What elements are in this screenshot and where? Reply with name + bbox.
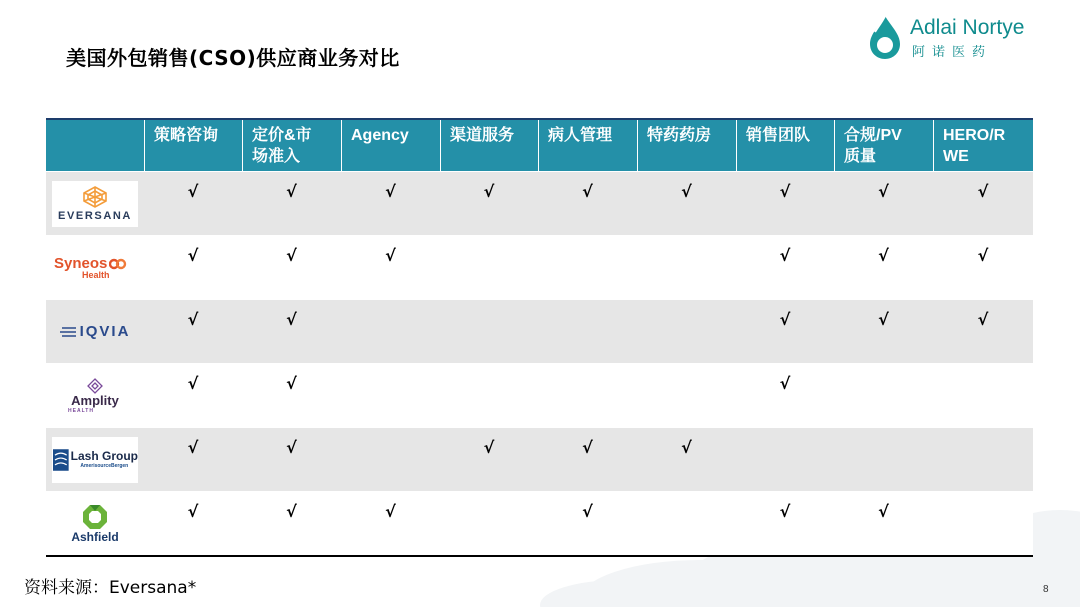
brand-name-cn: 阿诺医药 bbox=[912, 45, 993, 60]
header-cell: 定价&市 场准入 bbox=[242, 120, 341, 171]
eversana-logo: EVERSANA bbox=[52, 181, 138, 227]
check-cell bbox=[538, 364, 637, 427]
check-cell: √ bbox=[977, 246, 989, 265]
check-cell: √ bbox=[187, 182, 199, 201]
table-row bbox=[46, 363, 1033, 427]
check-cell: √ bbox=[681, 438, 692, 457]
header-cell: 策略咨询 bbox=[144, 120, 242, 171]
check-cell bbox=[637, 492, 736, 555]
company-cell bbox=[46, 428, 144, 491]
amplity-diamond-icon bbox=[87, 378, 103, 394]
check-cell bbox=[736, 428, 834, 491]
check-cell: √ bbox=[878, 502, 889, 521]
header-cell: HERO/R WE bbox=[933, 120, 1033, 171]
check-cell: √ bbox=[187, 246, 199, 265]
table-row bbox=[46, 171, 1033, 235]
check-cell bbox=[637, 300, 736, 363]
table-row bbox=[46, 491, 1033, 555]
header-cell: 病人管理 bbox=[538, 120, 637, 171]
water-drop-icon bbox=[866, 14, 904, 60]
check-cell: √ bbox=[582, 182, 593, 201]
check-cell: √ bbox=[681, 182, 692, 201]
header-cell-empty bbox=[46, 120, 144, 171]
check-cell bbox=[341, 364, 440, 427]
cso-comparison-table bbox=[46, 118, 1033, 557]
iqvia-logo: IQVIA bbox=[52, 309, 138, 355]
company-cell bbox=[46, 364, 144, 427]
company-cell bbox=[46, 300, 144, 363]
check-cell bbox=[933, 492, 1033, 555]
check-cell bbox=[440, 300, 538, 363]
check-cell bbox=[341, 300, 440, 363]
check-cell: √ bbox=[878, 246, 889, 265]
amplity-health-logo: Amplity HEALTH bbox=[52, 373, 138, 419]
check-cell: √ bbox=[977, 182, 989, 201]
eversana-hexagon-icon bbox=[82, 186, 108, 208]
company-cell bbox=[46, 236, 144, 299]
check-cell: √ bbox=[878, 310, 889, 329]
check-cell: √ bbox=[779, 310, 791, 329]
ashfield-octagon-icon bbox=[82, 504, 108, 530]
check-cell: √ bbox=[286, 310, 297, 329]
check-cell: √ bbox=[187, 438, 199, 457]
check-cell: √ bbox=[385, 182, 396, 201]
header-cell: 特药药房 bbox=[637, 120, 736, 171]
check-cell bbox=[538, 236, 637, 299]
check-cell: √ bbox=[286, 246, 297, 265]
source-note: 资料来源：Eversana* bbox=[24, 578, 197, 598]
check-cell: √ bbox=[483, 438, 495, 457]
check-cell: √ bbox=[286, 502, 297, 521]
check-cell bbox=[933, 428, 1033, 491]
company-cell bbox=[46, 492, 144, 555]
syneos-knot-icon bbox=[109, 257, 127, 271]
header-cell: Agency bbox=[341, 120, 440, 171]
page-title: 美国外包销售(CSO)供应商业务对比 bbox=[66, 46, 400, 70]
table-row bbox=[46, 299, 1033, 363]
table-row bbox=[46, 235, 1033, 299]
check-cell: √ bbox=[286, 374, 297, 393]
table-header bbox=[46, 118, 1033, 171]
check-cell: √ bbox=[286, 438, 297, 457]
check-cell bbox=[637, 236, 736, 299]
check-cell: √ bbox=[977, 310, 989, 329]
table-bottom-rule bbox=[46, 555, 1033, 557]
check-cell bbox=[440, 236, 538, 299]
check-cell: √ bbox=[582, 438, 593, 457]
check-cell: √ bbox=[582, 502, 593, 521]
check-cell: √ bbox=[385, 502, 396, 521]
iqvia-lines-icon bbox=[60, 326, 78, 338]
check-cell: √ bbox=[385, 246, 396, 265]
check-cell: √ bbox=[187, 502, 199, 521]
check-cell: √ bbox=[779, 374, 791, 393]
check-cell: √ bbox=[483, 182, 495, 201]
check-cell bbox=[637, 364, 736, 427]
check-cell bbox=[834, 428, 933, 491]
check-cell bbox=[440, 492, 538, 555]
check-cell: √ bbox=[779, 246, 791, 265]
brand-name-en: Adlai Nortye bbox=[910, 16, 1025, 39]
check-cell: √ bbox=[779, 502, 791, 521]
company-logo-adlai-nortye bbox=[866, 14, 1036, 62]
lash-group-logo: Lash Group AmerisourceBergen bbox=[52, 437, 138, 483]
header-cell: 渠道服务 bbox=[440, 120, 538, 171]
header-cell: 销售团队 bbox=[736, 120, 834, 171]
check-cell: √ bbox=[779, 182, 791, 201]
check-cell: √ bbox=[187, 310, 199, 329]
ashfield-logo: Ashfield bbox=[52, 501, 138, 547]
check-cell bbox=[538, 300, 637, 363]
lash-group-wave-icon bbox=[53, 449, 69, 471]
company-cell bbox=[46, 172, 144, 235]
check-cell bbox=[834, 364, 933, 427]
check-cell bbox=[933, 364, 1033, 427]
page-number: 8 bbox=[1043, 584, 1049, 595]
check-cell bbox=[341, 428, 440, 491]
check-cell bbox=[440, 364, 538, 427]
header-cell: 合规/PV 质量 bbox=[834, 120, 933, 171]
check-cell: √ bbox=[286, 182, 297, 201]
syneos-health-logo: Syneos Health bbox=[52, 245, 138, 291]
check-cell: √ bbox=[187, 374, 199, 393]
check-cell: √ bbox=[878, 182, 889, 201]
table-row bbox=[46, 427, 1033, 491]
